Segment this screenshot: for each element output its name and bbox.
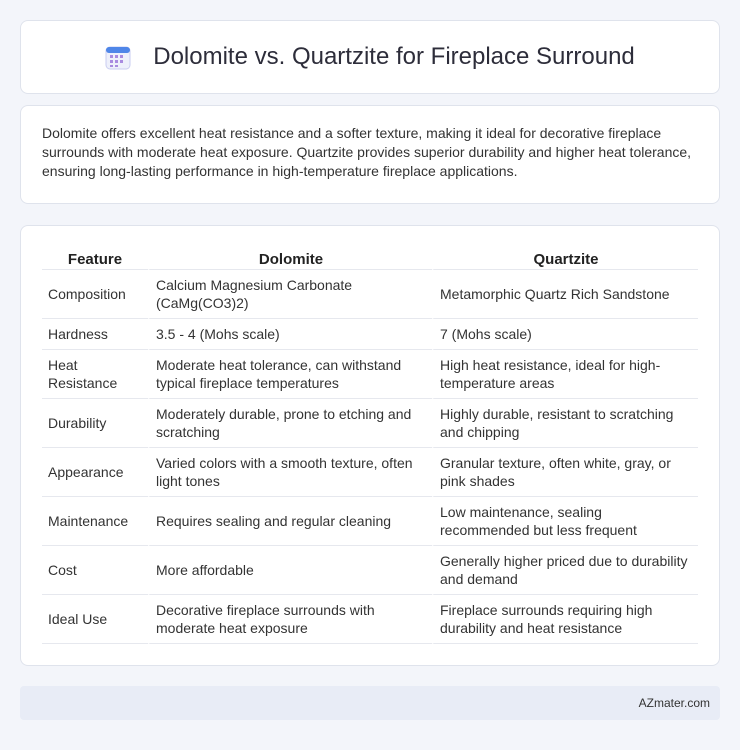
- calendar-icon: [105, 44, 131, 70]
- table-row: [42, 595, 698, 644]
- table-row: [42, 319, 698, 350]
- dolomite-cell: Calcium Magnesium Carbonate (CaMg(CO3)2): [148, 270, 432, 319]
- dolomite-cell: Decorative fireplace surrounds with moderate heat exposure: [148, 595, 432, 644]
- page-title: Dolomite vs. Quartzite for Fireplace Surround: [153, 43, 635, 70]
- dolomite-cell: Varied colors with a smooth texture, often light tones: [148, 448, 432, 497]
- title-card: [20, 20, 720, 94]
- footer-bar: [20, 686, 720, 720]
- quartzite-cell: Low maintenance, sealing recommended but less frequent: [432, 497, 698, 546]
- feature-cell: Composition: [42, 270, 148, 319]
- footer-brand: AZmater.com: [638, 696, 710, 710]
- quartzite-cell: High heat resistance, ideal for high-temperature areas: [432, 350, 698, 399]
- summary-text: Dolomite offers excellent heat resistance and a softer texture, making it ideal for decorative fireplace surrounds with moderate heat exposure. Quartzite provides superior durability and higher heat tolerance, ensuring long-lasting performance in high-temperature fireplace applications.: [42, 125, 692, 179]
- table-row: [42, 448, 698, 497]
- table-row: [42, 350, 698, 399]
- feature-cell: Appearance: [42, 448, 148, 497]
- header-feature: Feature: [42, 246, 148, 270]
- quartzite-cell: Highly durable, resistant to scratching and chipping: [432, 399, 698, 448]
- comparison-table-card: [20, 225, 720, 666]
- dolomite-cell: More affordable: [148, 546, 432, 595]
- dolomite-cell: Moderate heat tolerance, can withstand typical fireplace temperatures: [148, 350, 432, 399]
- dolomite-cell: Requires sealing and regular cleaning: [148, 497, 432, 546]
- table-row: [42, 270, 698, 319]
- feature-cell: Maintenance: [42, 497, 148, 546]
- dolomite-cell: 3.5 - 4 (Mohs scale): [148, 319, 432, 350]
- feature-cell: Hardness: [42, 319, 148, 350]
- header-quartzite: Quartzite: [432, 246, 698, 270]
- header-dolomite: Dolomite: [148, 246, 432, 270]
- feature-cell: Ideal Use: [42, 595, 148, 644]
- quartzite-cell: 7 (Mohs scale): [432, 319, 698, 350]
- quartzite-cell: Fireplace surrounds requiring high durability and heat resistance: [432, 595, 698, 644]
- feature-cell: Cost: [42, 546, 148, 595]
- quartzite-cell: Metamorphic Quartz Rich Sandstone: [432, 270, 698, 319]
- feature-cell: Durability: [42, 399, 148, 448]
- dolomite-cell: Moderately durable, prone to etching and scratching: [148, 399, 432, 448]
- feature-cell: Heat Resistance: [42, 350, 148, 399]
- table-row: [42, 399, 698, 448]
- quartzite-cell: Granular texture, often white, gray, or pink shades: [432, 448, 698, 497]
- table-header-row: [42, 246, 698, 270]
- quartzite-cell: Generally higher priced due to durability and demand: [432, 546, 698, 595]
- comparison-table: [42, 246, 698, 644]
- table-row: [42, 497, 698, 546]
- summary-card: [20, 105, 720, 204]
- table-row: [42, 546, 698, 595]
